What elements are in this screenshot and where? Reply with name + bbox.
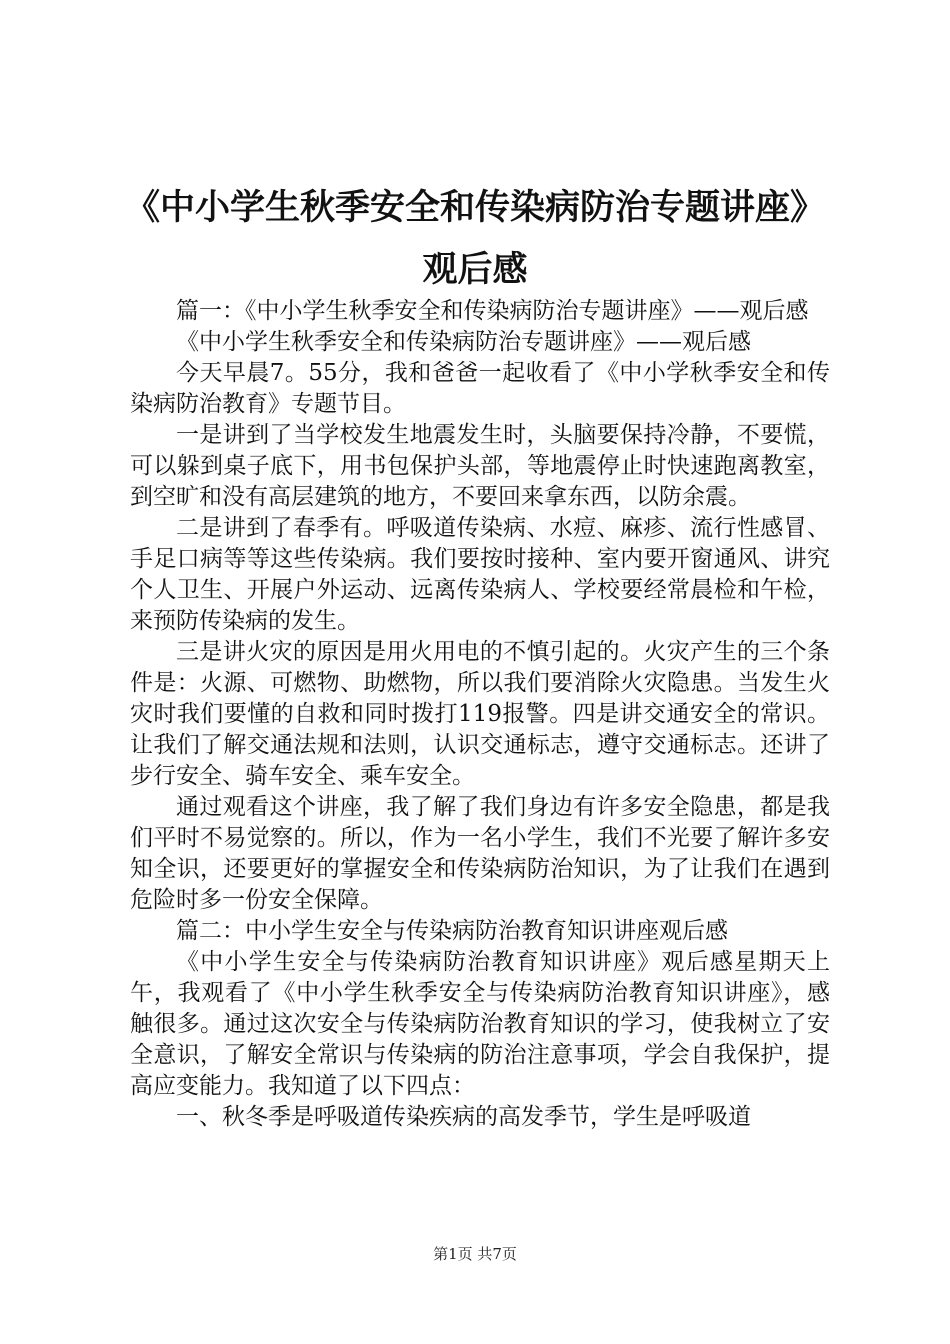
paragraph: 今天早晨7。55分，我和爸爸一起收看了《中小学秋季安全和传染病防治教育》专题节目。 (130, 360, 830, 417)
paragraph: 通过观看这个讲座，我了解了我们身边有许多安全隐患，都是我们平时不易觉察的。所以，作为一名小学生，我们不光要了解许多安知全识，还要更好的掌握安全和传染病防治知识，为了让我们在遇到危险时多一份安全保障。 (130, 794, 830, 913)
paragraph: 一、秋冬季是呼吸道传染疾病的高发季节，学生是呼吸道 (176, 1104, 751, 1130)
paragraph: 二是讲到了春季有。呼吸道传染病、水痘、麻疹、流行性感冒、手足口病等等这些传染病。我们要按时接种、室内要开窗通风、讲究个人卫生、开展户外运动、远离传染病人、学校要经常晨检和午检，来预防传染病的发生。 (130, 515, 830, 634)
paragraph: 一是讲到了当学校发生地震发生时，头脑要保持冷静，不要慌，可以躲到桌子底下，用书包保护头部，等地震停止时快速跑离教室，到空旷和没有高层建筑的地方，不要回来拿东西，以防余震。 (130, 422, 830, 510)
document-body (130, 296, 830, 1133)
paragraph: 篇二：中小学生安全与传染病防治教育知识讲座观后感 (176, 918, 728, 944)
paragraph: 《中小学生安全与传染病防治教育知识讲座》观后感星期天上午，我观看了《中小学生秋季安全与传染病防治教育知识讲座》，感触很多。通过这次安全与传染病防治教育知识的学习，使我树立了安全意识，了解安全常识与传染病的防治注意事项，学会自我保护，提高应变能力。我知道了以下四点： (130, 949, 830, 1099)
paragraph: 篇一：《中小学生秋季安全和传染病防治专题讲座》——观后感 (176, 298, 809, 324)
page-footer: 第1页 共7页 (433, 1245, 517, 1263)
paragraph: 《中小学生秋季安全和传染病防治专题讲座》——观后感 (176, 329, 751, 355)
document-title-line2: 观后感 (422, 249, 528, 290)
paragraph: 三是讲火灾的原因是用火用电的不慎引起的。火灾产生的三个条件是：火源、可燃物、助燃物，所以我们要消除火灾隐患。当发生火灾时我们要懂的自救和同时拨打119报警。四是讲交通安全的常识。让我们了解交通法规和法则，认识交通标志，遵守交通标志。还讲了步行安全、骑车安全、乘车安全。 (130, 639, 830, 789)
document-title-line1: 《中小学生秋季安全和传染病防治专题讲座》 (124, 187, 825, 228)
